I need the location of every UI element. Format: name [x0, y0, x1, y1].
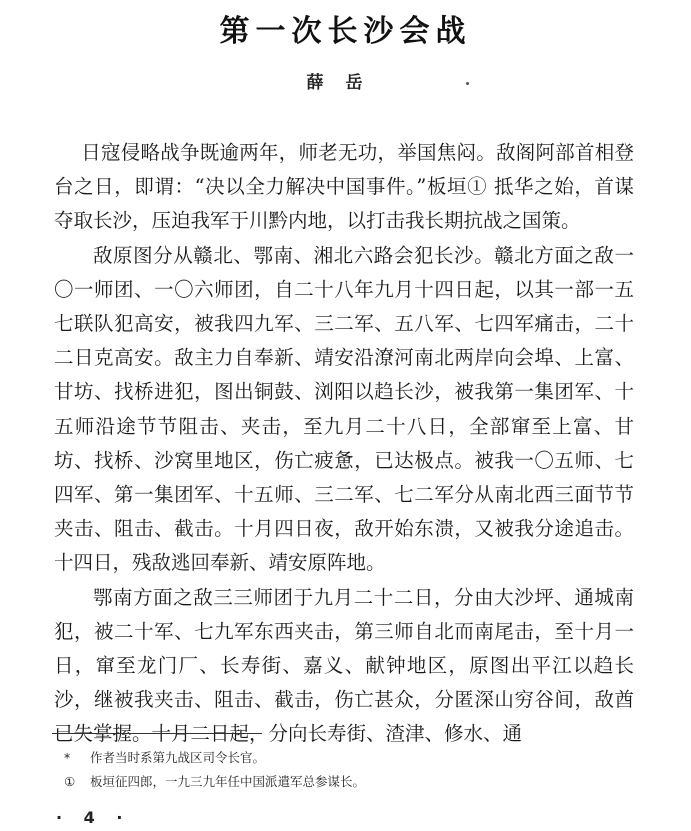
- footnote-1: [64, 746, 644, 770]
- footnote-mark: *: [64, 750, 71, 765]
- footnote-text: 板垣征四郎，一九三九年任中国派遣军总参谋长。: [90, 774, 366, 789]
- footnotes: [64, 746, 644, 794]
- paragraph-2: 敌原图分从赣北、鄂南、湘北六路会犯长沙。赣北方面之敌一〇一师团、一〇六师团，自二十八年九月十四日起，以其一部一五七联队犯高安，被我四九军、三二军、五八军、七四军痛击，二十二日克高安。敌主力自奉新、靖安沿潦河南北两岸向会埠、上富、甘坊、找桥进犯，图出铜鼓、浏阳以趋长沙，被我第一集团军、十五师沿途节节阻击、夹击，至九月二十八日，全部窜至上富、甘坊、找桥、沙窝里地区，伤亡疲惫，已达极点。被我一〇五师、七四军、第一集团军、十五师、三二军、七二军分从南北西三面节节夹击、阻击、截击。十月四日夜，敌开始东溃，又被我分途追击。十四日，残敌逃回奉新、靖安原阵地。: [54, 243, 634, 575]
- body-text: [54, 136, 634, 752]
- page-number: · 4 ·: [56, 808, 131, 827]
- paragraph-3: 鄂南方面之敌三三师团于九月二十二日，分由大沙坪、通城南犯，被二十军、七九军东西夹击，第三师自北而南尾击，至十月一日，窜至龙门厂、长寿街、嘉义、献钟地区，原图出平江以趋长沙，继被我夹击、阻击、截击，伤亡甚众，分匿深山穷谷间，敌酋已失掌握。十月二日起，分向长寿街、渣津、修水、通: [54, 585, 634, 746]
- paragraph-1: 日寇侵略战争既逾两年，师老无功，举国焦闷。敌阁阿部首相登台之日，即谓：“决以全力解决中国事件。”板垣① 抵华之始，首谋夺取长沙，压迫我军于川黔内地，以打击我长期抗战之国策。: [54, 141, 634, 233]
- scan-speck: [466, 82, 469, 85]
- author-name: 薛岳: [306, 73, 385, 93]
- footnote-text: 作者当时系第九战区司令长官。: [90, 750, 266, 765]
- footnote-mark: ①: [64, 774, 76, 789]
- footnote-2: [64, 770, 644, 794]
- page-title: 第一次长沙会战: [219, 14, 472, 49]
- footnote-divider: [52, 733, 262, 734]
